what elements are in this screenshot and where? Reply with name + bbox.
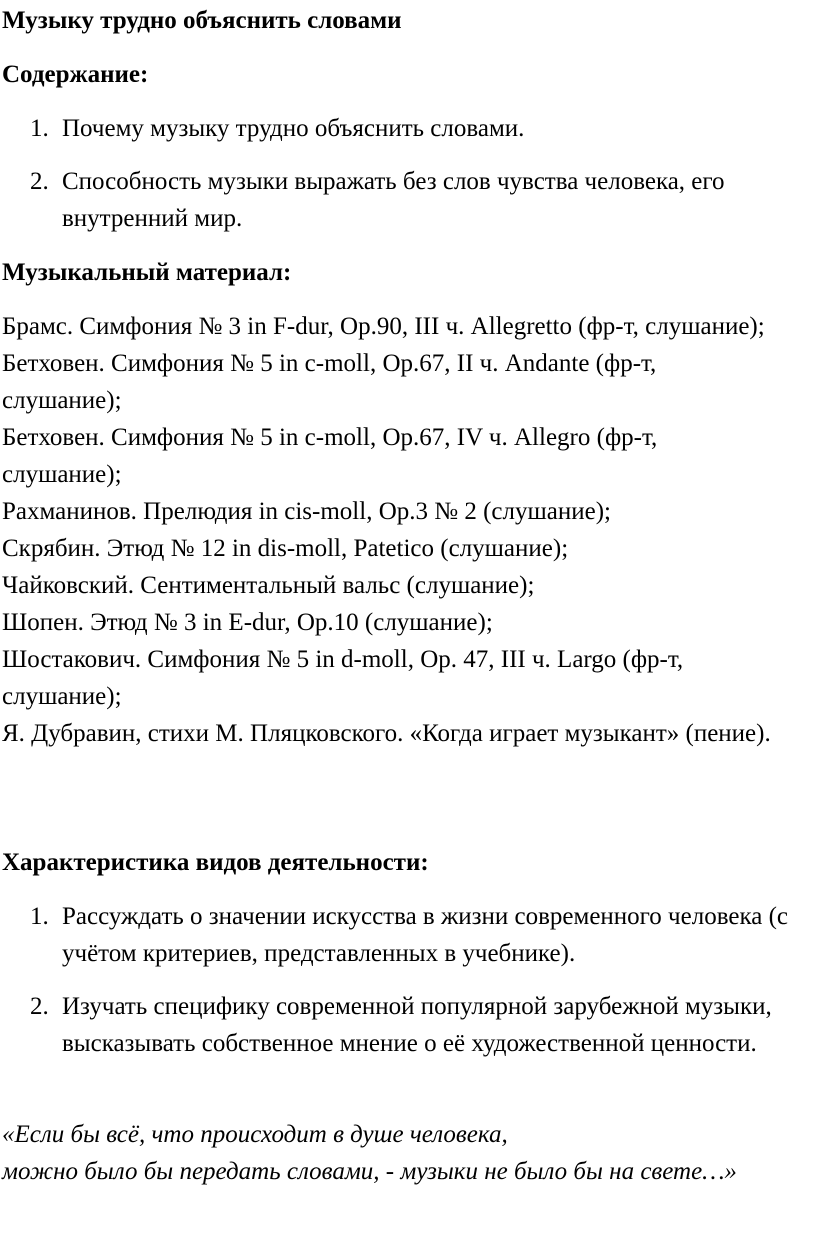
list-item-text: Почему музыку трудно объяснить словами. <box>62 115 525 142</box>
list-item-text: Рассуждать о значении искусства в жизни современного человека (с учётом критериев, представленных в учебнике). <box>62 903 788 967</box>
contents-heading: Содержание: <box>2 61 149 88</box>
list-item-number: 2. <box>30 168 49 195</box>
contents-list <box>0 110 800 253</box>
list-item <box>0 988 800 1062</box>
list-item <box>0 110 800 147</box>
quote-line: «Если бы всё, что происходит в душе человека, <box>2 1121 508 1148</box>
material-line-beethoven-andante: Бетховен. Симфония № 5 in c-moll, Op.67, II ч. Andante (фр-т, слушание); <box>2 350 657 414</box>
material-line-tchaikovsky: Чайковский. Сентиментальный вальс (слушание); <box>2 572 535 599</box>
list-item <box>0 163 800 237</box>
material-line-rachmaninov: Рахманинов. Прелюдия in cis-moll, Op.3 № 2 (слушание); <box>2 498 611 525</box>
material-line-beethoven-allegro: Бетховен. Симфония № 5 in c-moll, Op.67, IV ч. Allegro (фр-т, слушание); <box>2 424 658 488</box>
list-item-text: Способность музыки выражать без слов чувства человека, его внутренний мир. <box>62 168 725 232</box>
list-item-number: 1. <box>30 903 49 930</box>
quote-line: можно было бы передать словами, - музыки не было бы на свете…» <box>2 1158 737 1185</box>
list-item-number: 1. <box>30 115 49 142</box>
list-item <box>0 898 800 972</box>
list-item-number: 2. <box>30 993 49 1020</box>
activity-list <box>0 898 800 1078</box>
material-line-dubravin: Я. Дубравин, стихи М. Пляцковского. «Когда играет музыкант» (пение). <box>2 720 771 747</box>
activity-heading: Характеристика видов деятельности: <box>2 849 429 876</box>
material-line-scriabin: Скрябин. Этюд № 12 in dis-moll, Patetico (слушание); <box>2 535 569 562</box>
page-title: Музыку трудно объяснить словами <box>2 7 402 34</box>
list-item-text: Изучать специфику современной популярной зарубежной музыки, высказывать собственное мнение о её художественной ценности. <box>62 993 772 1057</box>
material-line-brahms: Брамс. Симфония № 3 in F-dur, Op.90, III ч. Allegretto (фр-т, слушание); <box>2 313 765 340</box>
music-material-list <box>2 308 782 752</box>
material-line-shostakovich: Шостакович. Симфония № 5 in d-moll, Op. 47, III ч. Largo (фр-т, слушание); <box>2 646 684 710</box>
epigraph-quote <box>2 1116 782 1190</box>
material-line-chopin: Шопен. Этюд № 3 in E-dur, Op.10 (слушание); <box>2 609 493 636</box>
material-heading: Музыкальный материал: <box>2 259 292 286</box>
